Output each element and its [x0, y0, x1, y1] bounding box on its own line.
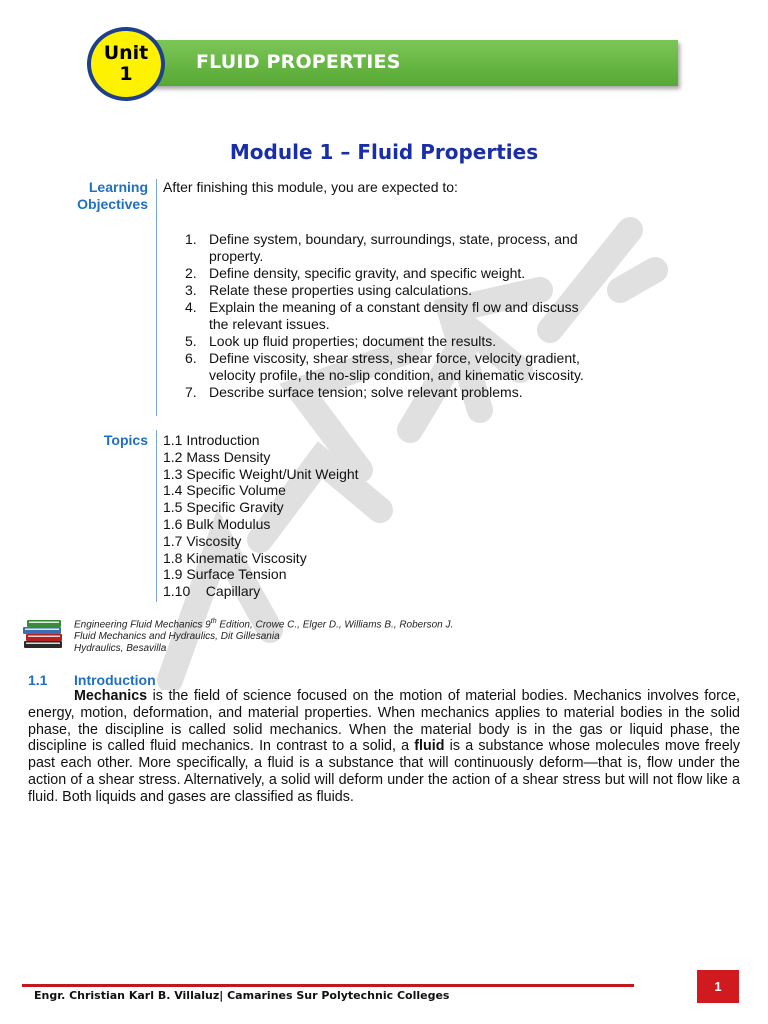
objective-text: Look up fluid properties; document the results. [209, 333, 497, 349]
term-mechanics: Mechanics [74, 688, 148, 704]
reference-text: Engineering Fluid Mechanics 9 [74, 619, 211, 631]
objective-number: 2. [185, 265, 197, 281]
term-fluid: fluid [414, 738, 445, 755]
unit-label: Unit [103, 42, 149, 64]
objective-item [185, 333, 585, 350]
topics-list [163, 432, 359, 600]
objective-text: Define system, boundary, surroundings, state, process, and property. [209, 231, 578, 264]
topic-item: 1.10 Capillary [163, 583, 261, 600]
objective-item [185, 265, 585, 282]
objective-number: 3. [185, 282, 197, 298]
section-heading [28, 672, 156, 688]
objective-item [185, 350, 585, 384]
objective-item [185, 282, 585, 299]
reference-item: Hydraulics, Besavilla [74, 643, 167, 655]
paragraph-text: is a substance whose molecules move freely past each other. More specifically, a fluid is a substance that will continuously deform—that is, flow under the action of a shear stress. Alternatively, a solid will deform under the action of a shear stress but will not flow like a fluid. Both liquids and gases are classified as fluids. [28, 738, 740, 805]
paragraph-text: is the field of science focused on the motion of material bodies. Mechanics involves force, energy, motion, deformation, and material properties. When mechanics applies to material bodies in the solid phase, the discipline is called solid mechanics. When the material body is in the gas or liquid phase, the discipline is called fluid mechanics. In contrast to a solid, a [28, 688, 740, 755]
objective-number: 5. [185, 333, 197, 349]
reference-superscript: th [210, 618, 217, 625]
references [74, 616, 453, 655]
topic-item: 1.9 Surface Tension [163, 566, 287, 583]
stacked-books-icon [22, 617, 66, 651]
page-number: 1 [697, 970, 739, 1003]
footer-author: Engr. Christian Karl B. Villaluz| Camarines Sur Polytechnic Colleges [34, 989, 450, 1002]
objective-text: Define viscosity, shear stress, shear force, velocity gradient, velocity profile, the no-slip condition, and kinematic viscosity. [209, 350, 584, 383]
learning-objectives-label-line1: Learning [88, 179, 148, 195]
objectives-divider [156, 179, 157, 416]
section-number: 1.1 [28, 672, 48, 688]
reference-text: Edition, Crowe C., Elger D., Williams B., Roberson J. [216, 619, 454, 631]
objective-text: Define density, specific gravity, and specific weight. [209, 265, 526, 281]
topic-item: 1.2 Mass Density [163, 448, 271, 465]
module-title: Module 1 – Fluid Properties [229, 140, 539, 164]
objective-text: Explain the meaning of a constant density fl ow and discuss the relevant issues. [209, 299, 579, 332]
reference-item: Fluid Mechanics and Hydraulics, Dit Gillesania [74, 631, 280, 643]
topics-label: Topics [103, 432, 148, 448]
topic-item: 1.8 Kinematic Viscosity [163, 549, 307, 566]
objective-number: 4. [185, 299, 197, 315]
topic-item: 1.4 Specific Volume [163, 482, 286, 499]
objective-item [185, 384, 585, 401]
objective-text: Relate these properties using calculations. [209, 282, 473, 298]
objectives-intro: After finishing this module, you are expected to: [163, 179, 458, 195]
footer-rule [22, 984, 634, 987]
intro-paragraph [28, 688, 740, 806]
topic-item: 1.5 Specific Gravity [163, 499, 284, 516]
objective-item [185, 299, 585, 333]
unit-badge [87, 27, 165, 101]
topic-item: 1.1 Introduction [163, 432, 260, 448]
topic-item: 1.6 Bulk Modulus [163, 515, 271, 532]
unit-number: 1 [119, 63, 133, 85]
objective-number: 6. [185, 350, 197, 366]
objective-number: 7. [185, 384, 197, 400]
objectives-list [185, 231, 585, 401]
objective-item [185, 231, 585, 265]
section-title: Introduction [74, 672, 156, 688]
banner-title: FLUID PROPERTIES [196, 51, 401, 73]
unit-title-banner [120, 40, 678, 86]
topic-item: 1.7 Viscosity [163, 532, 242, 549]
reference-item [74, 616, 453, 631]
learning-objectives-label-line2: Objectives [77, 196, 148, 212]
learning-objectives-label [77, 179, 148, 213]
objective-number: 1. [185, 231, 197, 247]
topics-divider [156, 430, 157, 602]
topic-item: 1.3 Specific Weight/Unit Weight [163, 465, 359, 482]
objective-text: Describe surface tension; solve relevant problems. [209, 384, 523, 400]
